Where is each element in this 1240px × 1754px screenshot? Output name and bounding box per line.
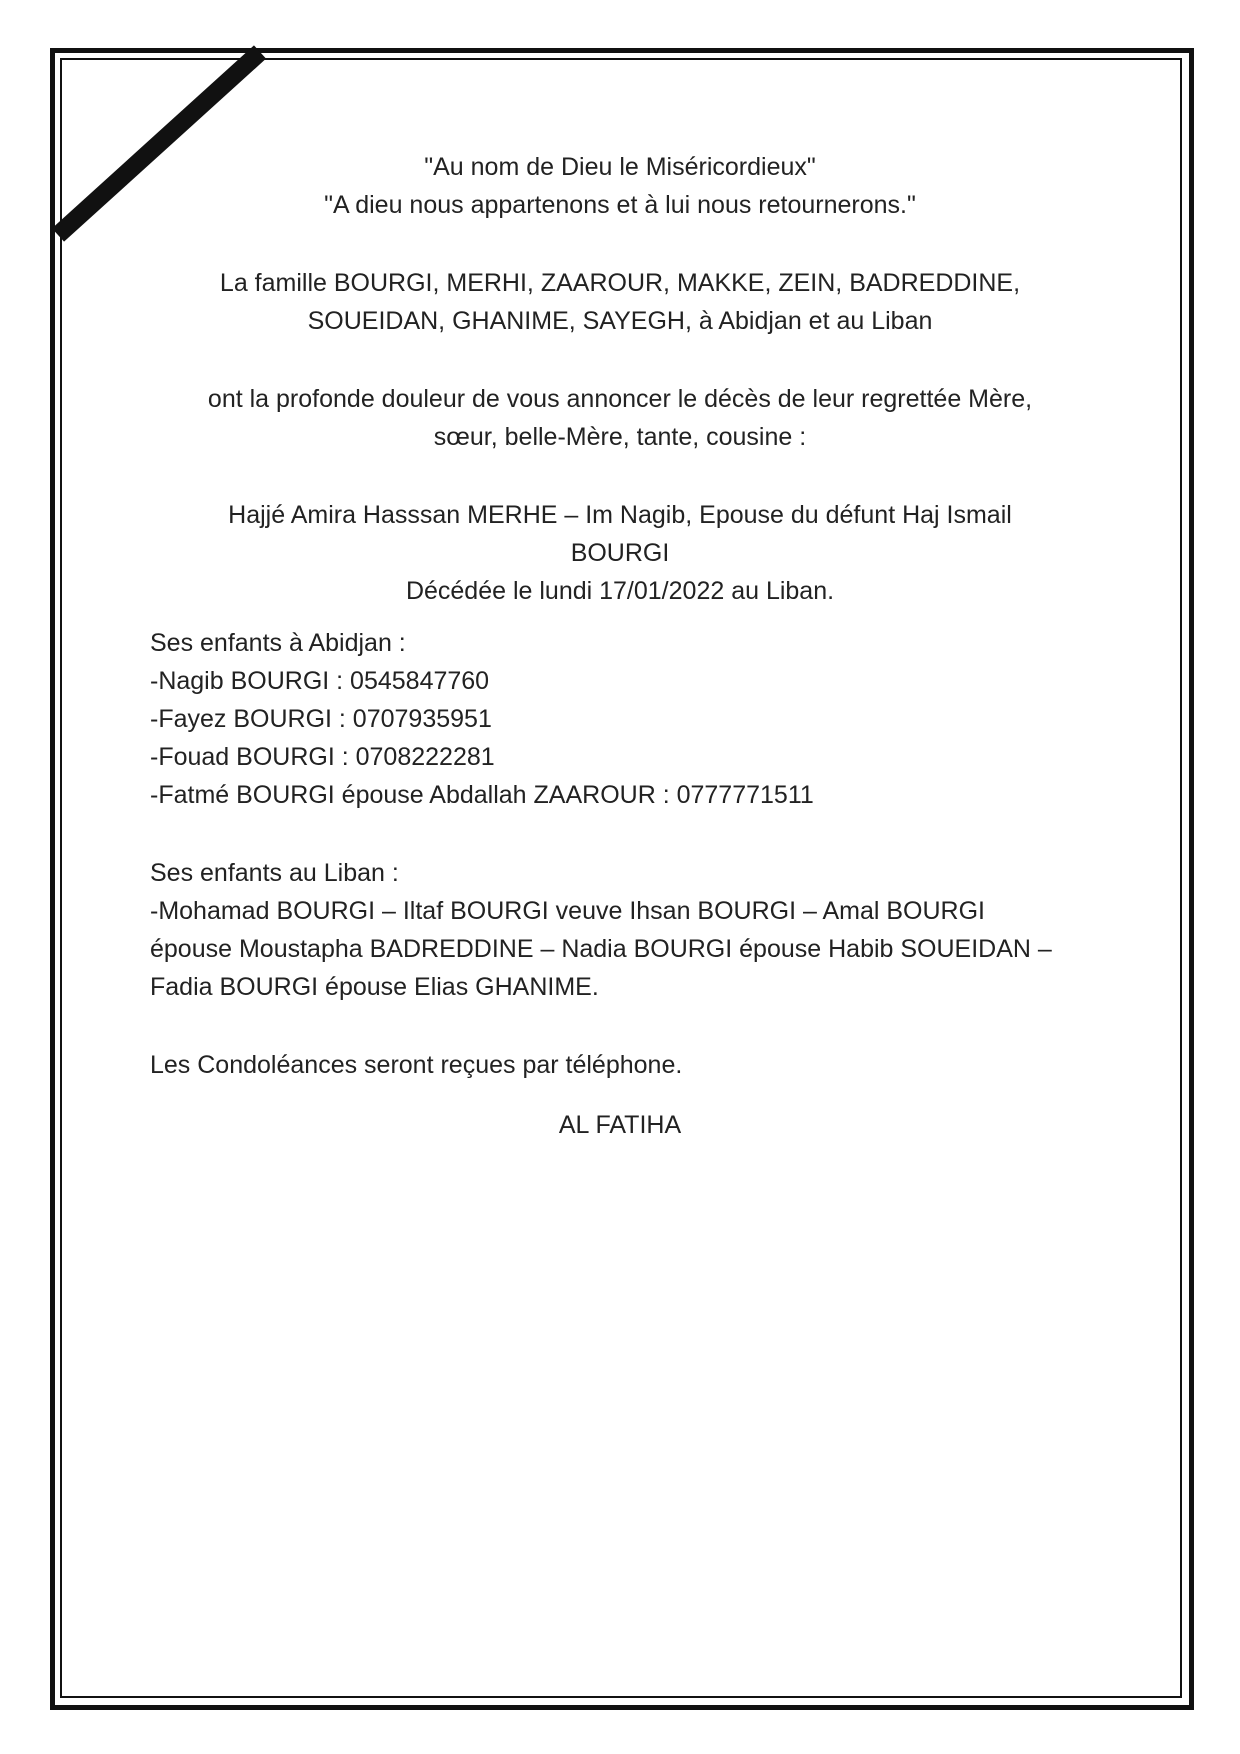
announcement-line-1: ont la profonde douleur de vous annoncer le décès de leur regrettée Mère,: [207, 385, 1033, 413]
deceased-date: Décédée le lundi 17/01/2022 au Liban.: [405, 577, 835, 605]
deceased-info: [150, 496, 1090, 610]
deceased-line-2: BOURGI: [570, 539, 670, 567]
condolences-note: Les Condoléances seront reçues par téléphone.: [150, 1051, 683, 1079]
header-line-2: "A dieu nous appartenons et à lui nous retournerons.": [324, 191, 916, 219]
closing-prayer: [150, 1106, 1090, 1144]
family-line-2: SOUEIDAN, GHANIME, SAYEGH, à Abidjan et au Liban: [307, 307, 933, 335]
family-line-1: La famille BOURGI, MERHI, ZAAROUR, MAKKE, ZEIN, BADREDDINE,: [219, 269, 1021, 297]
closing-text: AL FATIHA: [558, 1111, 682, 1139]
children-abidjan-section: [150, 624, 1090, 814]
children-liban-line-3: Fadia BOURGI épouse Elias GHANIME.: [150, 973, 599, 1001]
header-line-1: "Au nom de Dieu le Miséricordieux": [424, 153, 816, 181]
children-liban-section: [150, 854, 1090, 1006]
children-liban-heading: Ses enfants au Liban :: [150, 859, 399, 887]
announcement: [150, 380, 1090, 456]
family-names: [150, 264, 1090, 340]
children-liban-line-1: -Mohamad BOURGI – Iltaf BOURGI veuve Ihsan BOURGI – Amal BOURGI: [150, 897, 985, 925]
children-liban-line-2: épouse Moustapha BADREDDINE – Nadia BOURGI épouse Habib SOUEIDAN –: [150, 935, 1052, 963]
announcement-line-2: sœur, belle-Mère, tante, cousine :: [433, 423, 807, 451]
list-item: -Fayez BOURGI : 0707935951: [150, 705, 492, 733]
obituary-content: [150, 148, 1090, 1144]
religious-header: [150, 148, 1090, 224]
list-item: -Fouad BOURGI : 0708222281: [150, 743, 495, 771]
list-item: -Nagib BOURGI : 0545847760: [150, 667, 490, 695]
list-item: -Fatmé BOURGI épouse Abdallah ZAAROUR : 0777771511: [150, 781, 814, 809]
children-abidjan-heading: Ses enfants à Abidjan :: [150, 629, 406, 657]
deceased-line-1: Hajjé Amira Hasssan MERHE – Im Nagib, Epouse du défunt Haj Ismail: [228, 501, 1012, 529]
